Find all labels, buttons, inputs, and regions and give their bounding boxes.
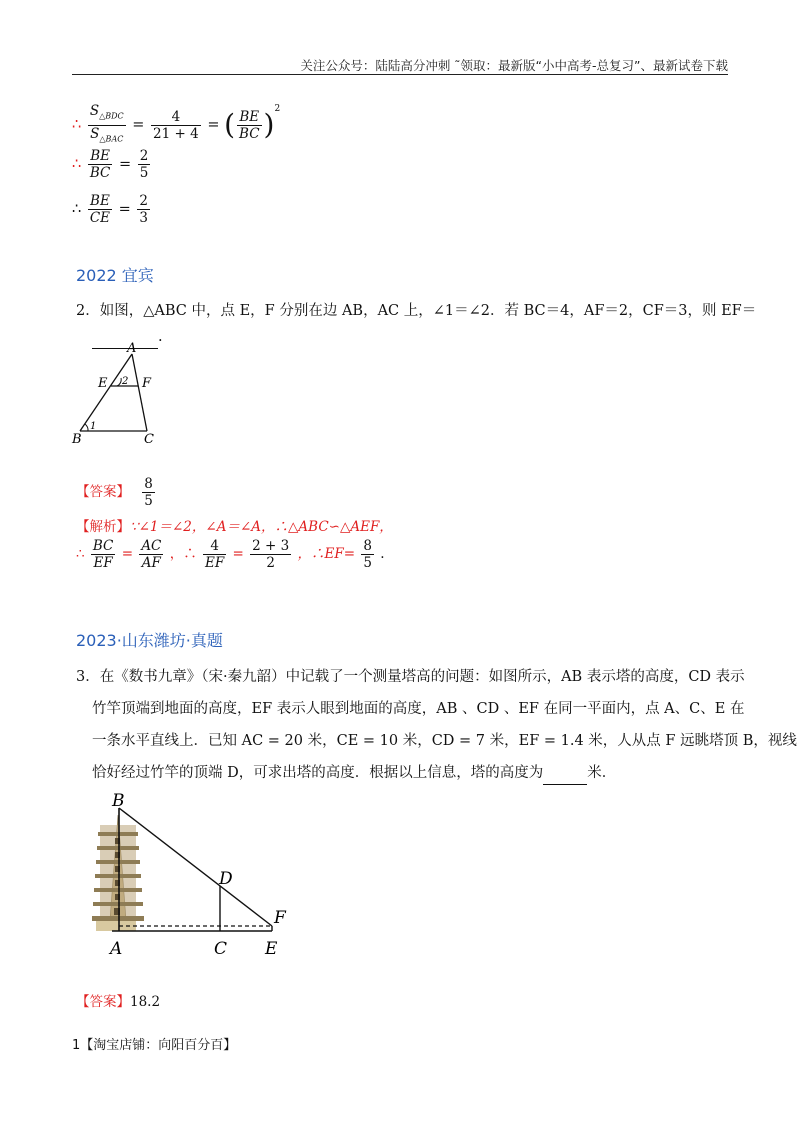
derivation-line-3: ∴ $\frac{BE}{CE}$ = $\frac{2}{3}$ bbox=[72, 193, 148, 226]
angle-1-arc bbox=[85, 424, 88, 431]
question-2-analysis-line-2: ∴ $\frac{BC}{EF}$ = $\frac{AC}{AF}$ ，∴ $\frac{4}{EF}$ = $\frac{2 + 3}{2}$ ，∴EF= $\frac{8}{5}$ . bbox=[76, 538, 385, 571]
header-rule bbox=[72, 74, 728, 75]
section-title-2022: 2022 宜宾 bbox=[76, 266, 154, 285]
label-b: B bbox=[112, 791, 125, 811]
question-3-line-3: 一条水平直线上．已知 AC = 20 米，CE = 10 米，CD = 7 米，EF = 1.4 米，人从点 F 远眺塔顶 B，视线 bbox=[92, 733, 797, 749]
answer-blank bbox=[543, 762, 587, 785]
question-3-line-1: 3．在《数书九章》（宋·秦九韶）中记载了一个测量塔高的问题：如图所示，AB 表示塔的高度，CD 表示 bbox=[76, 669, 745, 685]
label-d: D bbox=[219, 869, 233, 889]
side-ac bbox=[132, 354, 147, 431]
question-3-line-4: 恰好经过竹竿的顶端 D，可求出塔的高度．根据以上信息，塔的高度为 米． bbox=[92, 762, 616, 785]
analysis-label: 【解析】 bbox=[76, 519, 130, 535]
label-f: F bbox=[274, 908, 286, 928]
page-header: 关注公众号：陆陆高分冲刺 ˜领取：最新版“小中高考-总复习”、最新试卷下载 bbox=[300, 58, 728, 73]
question-2-blank-line: . bbox=[92, 326, 163, 349]
numeric-fraction: $\frac{4}{21 + 4}$ bbox=[153, 108, 199, 142]
tower-figure bbox=[82, 790, 302, 970]
section-title-2023: 2023·山东潍坊·真题 bbox=[76, 631, 223, 650]
angle-2-arc bbox=[117, 378, 121, 386]
label-a: A bbox=[110, 939, 123, 959]
label-c: C bbox=[214, 939, 228, 959]
line-of-sight-bf bbox=[119, 808, 272, 926]
be-bc-fraction: $\frac{BE}{BC}$ bbox=[239, 108, 260, 142]
question-3-line-2: 竹竿顶端到地面的高度，EF 表示人眼到地面的高度，AB 、CD 、EF 在同一平面内，点 A、C、E 在 bbox=[92, 701, 745, 717]
pagoda-image bbox=[92, 815, 144, 931]
label-c: C bbox=[144, 432, 154, 446]
answer-value: 18.2 bbox=[130, 994, 161, 1010]
triangle-figure bbox=[70, 340, 170, 446]
side-ab bbox=[80, 354, 132, 431]
label-angle-1: 1 bbox=[90, 421, 97, 432]
therefore-symbol: ∴ bbox=[72, 117, 82, 133]
label-a: A bbox=[127, 341, 137, 356]
label-b: B bbox=[72, 432, 82, 446]
answer-label: 【答案】 bbox=[76, 994, 130, 1010]
derivation-line-1: ∴ $\frac{S_{\triangle BDC}}{S_{\triangle BAC}}$ = $\frac{4}{21 + 4}$ = ( $\frac{BE}{BC}$ )$^2$ bbox=[72, 98, 280, 147]
label-e: E bbox=[265, 939, 278, 959]
question-2-answer: 【答案】 $\frac{8}{5}$ bbox=[76, 476, 153, 509]
answer-label: 【答案】 bbox=[76, 484, 130, 500]
area-ratio-fraction: $\frac{S_{\triangle BDC}}{S_{\triangle BAC}}$ bbox=[89, 102, 124, 144]
derivation-line-2: ∴ $\frac{BE}{BC}$ = $\frac{2}{5}$ bbox=[72, 148, 149, 181]
question-3-answer bbox=[76, 990, 160, 1010]
label-f: F bbox=[142, 376, 152, 391]
question-2-text: 2．如图，△ABC 中，点 E，F 分别在边 AB，AC 上，∠1＝∠2．若 BC＝4，AF＝2，CF＝3，则 EF＝ bbox=[76, 303, 757, 319]
label-angle-2: 2 bbox=[122, 376, 129, 387]
page-footer: 1【淘宝店铺：向阳百分百】 bbox=[72, 1038, 237, 1053]
label-e: E bbox=[98, 376, 108, 391]
question-2-analysis-line-1: 【解析】∵∠1＝∠2，∠A＝∠A，∴△ABC∽△AEF， bbox=[76, 519, 393, 535]
